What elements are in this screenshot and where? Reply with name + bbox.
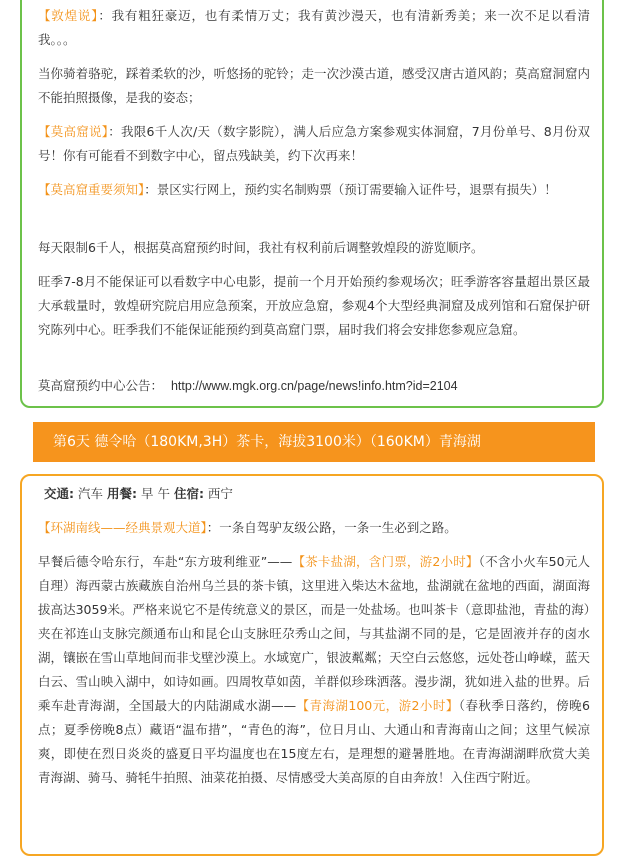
transport-label: 交通: (44, 486, 74, 501)
stay-value: 西宁 (207, 486, 233, 501)
reservation-url-link[interactable]: http://www.mgk.org.cn/page/news!info.htm?id=2104 (170, 379, 458, 393)
reservation-label: 莫高窟预约中心公告： (38, 378, 164, 393)
meals-label: 用餐: (106, 486, 137, 501)
meals-value: 早 午 (140, 486, 170, 501)
day6-banner: 第6天 德令哈（180KM,3H）茶卡，海拔3100米）（160KM）青海湖 (33, 422, 595, 462)
mogao-notice-paragraph (38, 178, 590, 202)
mogao-notice-text: ：景区实行网上，预约实名制购票（预订需要输入证件号，退票有损失）！ (144, 182, 557, 197)
mogao-says-tag: 【莫高窟说】 (38, 124, 109, 139)
qinghai-lake-tag: 【青海湖100元，游2小时】 (296, 698, 459, 713)
lake-loop-paragraph (38, 516, 590, 540)
daily-limit-paragraph: 每天限制6千人，根据莫高窟预约时间，我社有权利前后调整敦煌段的游览顺序。 (38, 240, 484, 255)
mogao-says-paragraph (38, 120, 590, 168)
camel-ride-paragraph: 当你骑着骆驼，踩着柔软的沙，听悠扬的驼铃；走一次沙漠古道，感受汉唐古道风韵；莫高窟洞窟内不能拍照摄像，是我的姿态； (38, 66, 590, 105)
itinerary-text-1: 早餐后德令哈东行，车赴“东方玻利维亚”—— (38, 554, 293, 569)
itinerary-text-2: （不含小火车50元人自理）海西蒙古族藏族自治州乌兰县的茶卡镇，这里进入柴达木盆地，盐湖就在盆地的西面，湖面海拔高达3059米。严格来说它不是传统意义的景区，而是一处盐场。也叫茶卡（意即盐池，青盐的海）夹在祁连山支脉完颜通布山和昆仑山支脉旺尕秀山之间，与其盐湖不同的是，它是固液并存的卤水湖，镶嵌在雪山草地间而非戈壁沙漠上。水域宽广，银波粼粼；天空白云悠悠，远处苍山峥嵘，蓝天白云、雪山映入湖中，如诗如画。四周牧草如茵，羊群似珍珠洒落。漫步湖，犹如进入盐的世界。后乘车赴青海湖，全国最大的内陆湖咸水湖—— (38, 554, 590, 713)
travel-info-row (44, 482, 584, 506)
dunhuang-says-tag: 【敦煌说】 (38, 8, 99, 23)
stay-label: 住宿: (173, 486, 204, 501)
lake-loop-text: ：一条自驾驴友级公路，一条一生必到之路。 (206, 520, 457, 535)
peak-season-paragraph: 旺季7-8月不能保证可以看数字中心电影，提前一个月开始预约参观场次；旺季游客容量超出景区最大承载量时，敦煌研究院启用应急预案，开放应急窟，参观4个大型经典洞窟及成列馆和石窟保护研究陈列中心。旺季我们不能保证能预约到莫高窟门票，届时我们将会安排您参观应急窟。 (38, 274, 590, 337)
chaka-tag: 【茶卡盐湖，含门票，游2小时】 (292, 554, 479, 569)
dunhuang-says-paragraph (38, 4, 590, 52)
reservation-notice-paragraph (38, 374, 590, 398)
transport-value: 汽车 (77, 486, 103, 501)
itinerary-paragraph (38, 550, 590, 790)
mogao-says-text: ：我限6千人次/天（数字影院），满人后应急方案参观实体洞窟，7月份单号、8月份双号！你有可能看不到数字中心，留点残缺美，约下次再来！ (38, 124, 590, 163)
itinerary-text-3: （春秋季日落约，傍晚6点；夏季傍晚8点）藏语“温布措”，“青色的海”，位日月山、大通山和青海南山之间；这里气候凉爽，即使在烈日炎炎的盛夏日平均温度也在15度左右，是理想的避暑胜地。在青海湖湖畔欣赏大美青海湖、骑马、骑牦牛拍照、油菜花拍摄、尽情感受大美高原的自由奔放！入住西宁附近。 (38, 698, 590, 785)
dunhuang-says-text: ：我有粗狂豪迈，也有柔情万丈；我有黄沙漫天，也有清新秀美；来一次不足以看清我。。。 (38, 8, 590, 47)
lake-loop-tag: 【环湖南线——经典景观大道】 (38, 520, 207, 535)
mogao-notice-tag: 【莫高窟重要须知】 (38, 182, 145, 197)
